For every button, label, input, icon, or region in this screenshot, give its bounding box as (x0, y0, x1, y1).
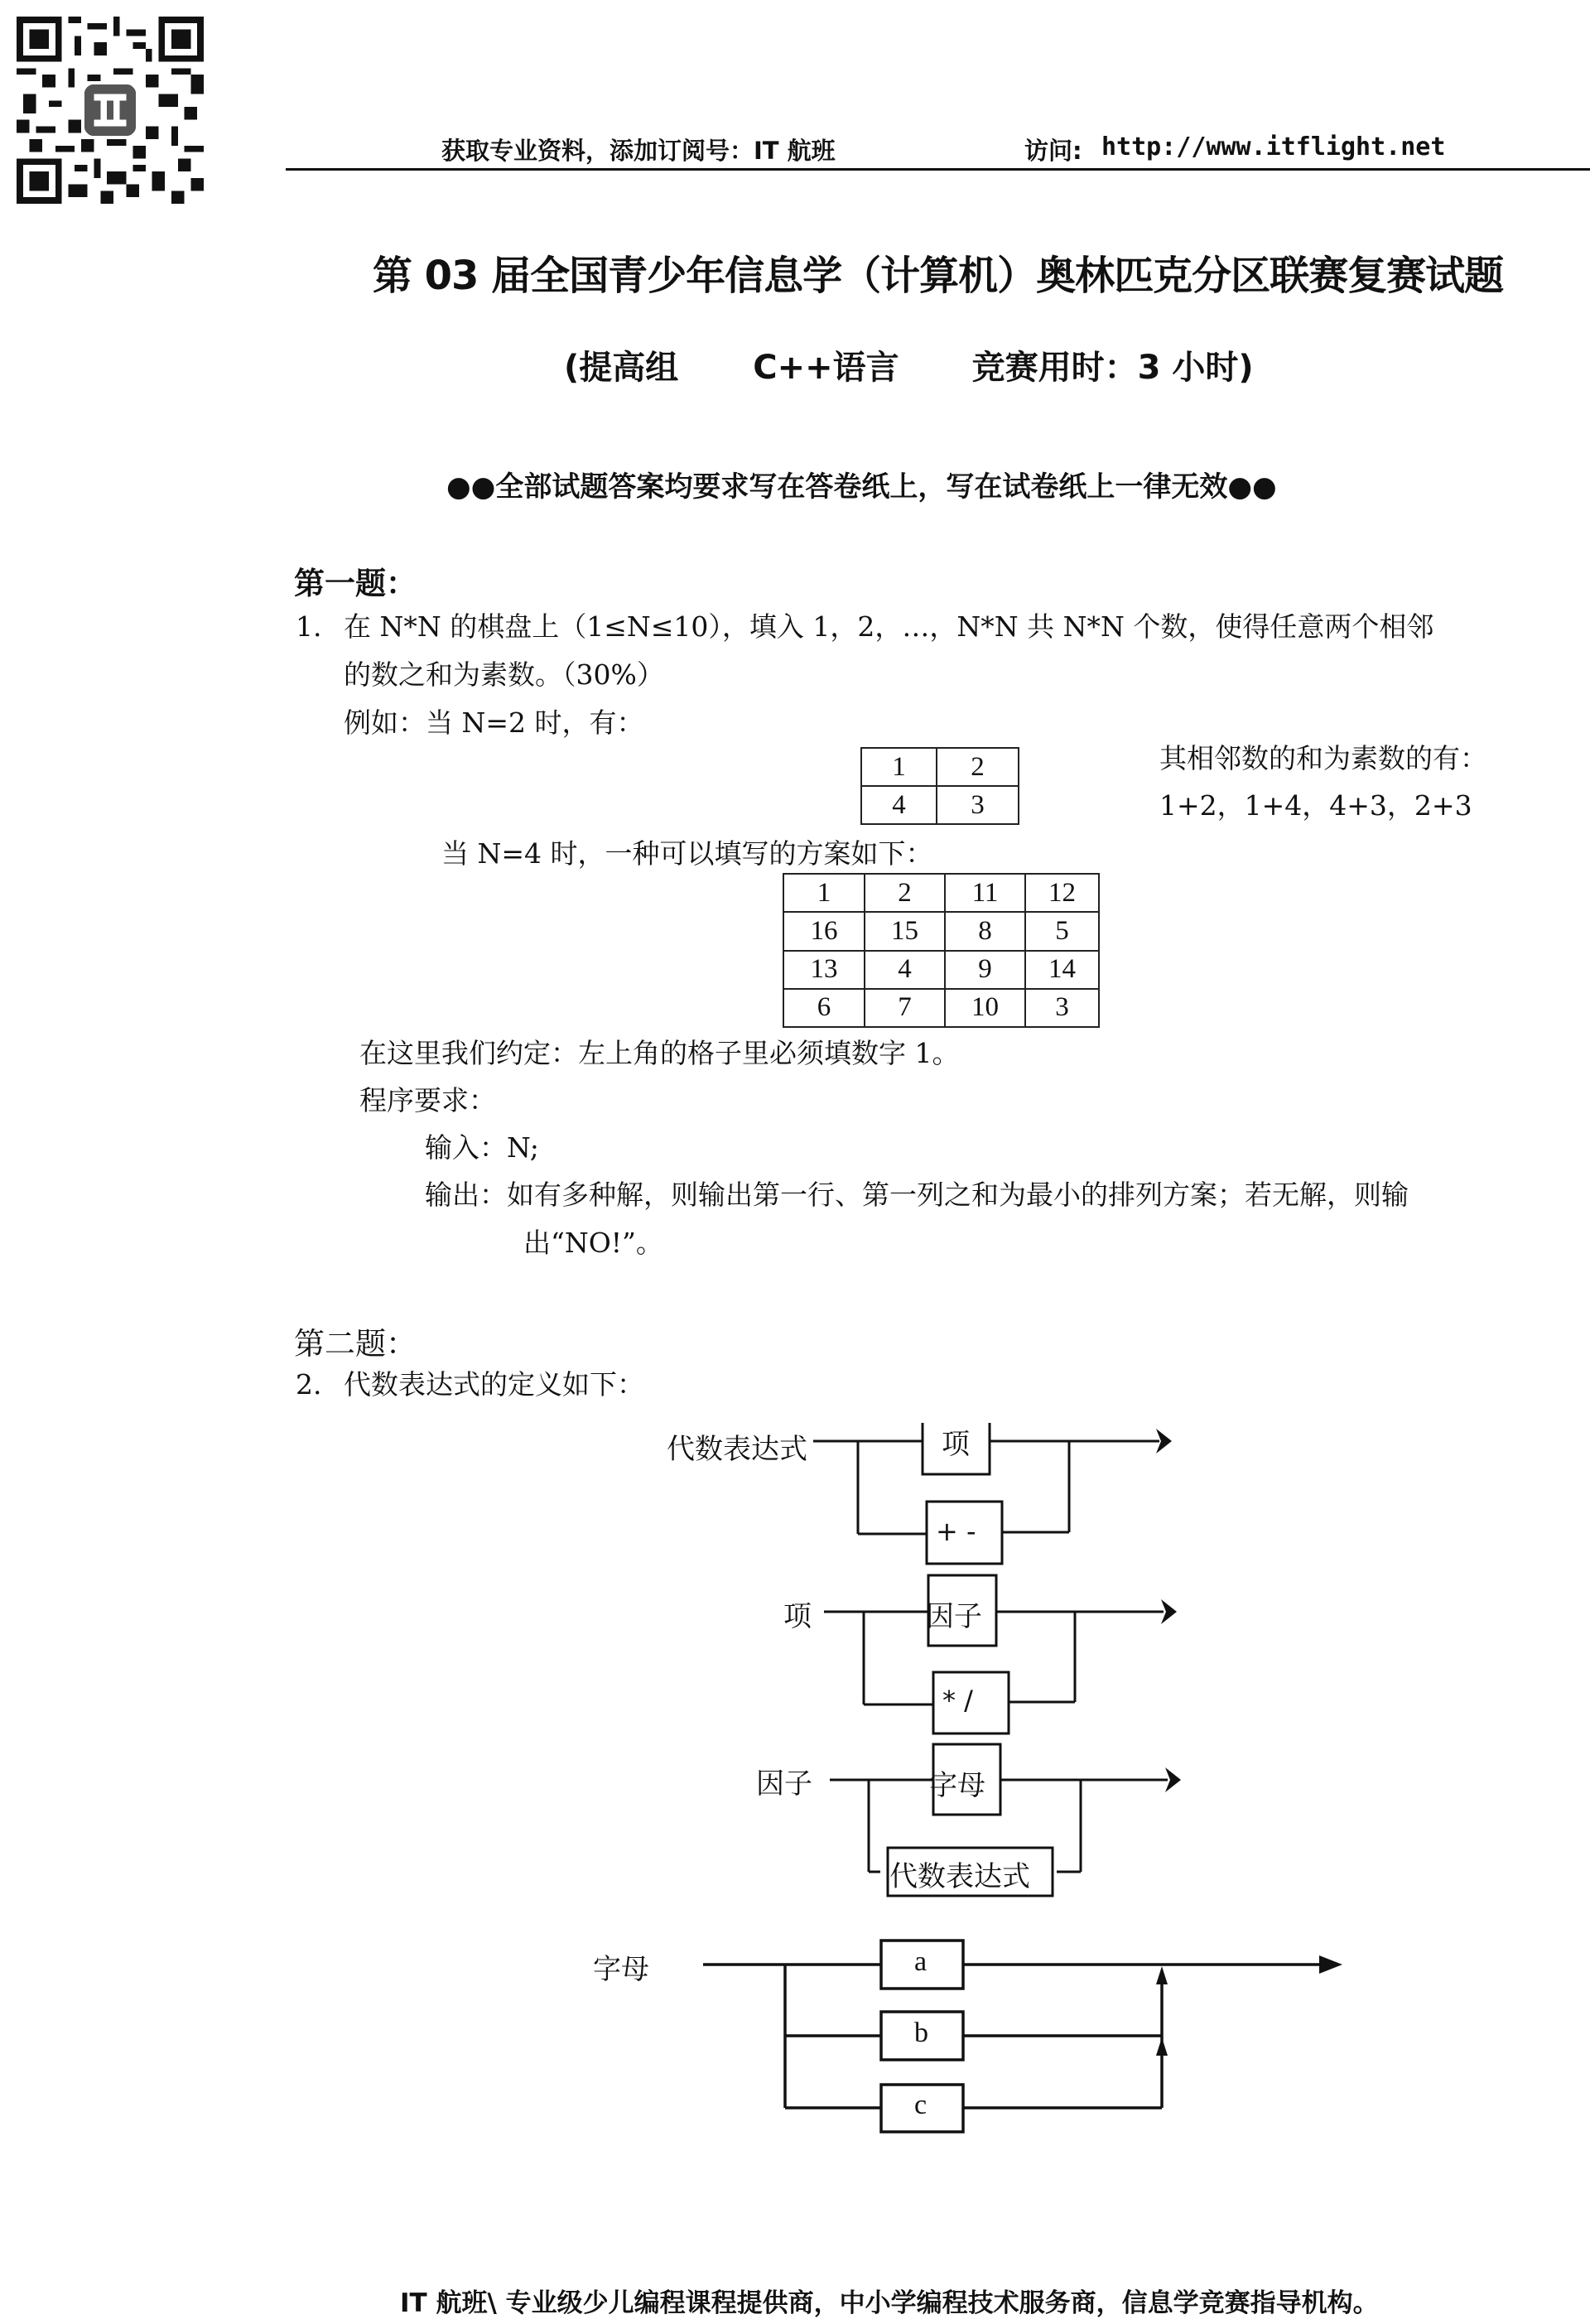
grid-cell: 8 (945, 912, 1025, 950)
visit-label: 访问: (1024, 137, 1082, 165)
grid-cell: 3 (1025, 989, 1099, 1027)
subscribe-text: 获取专业资料，添加订阅号：IT 航班 (441, 137, 836, 165)
problem1-text-line2: 的数之和为素数。（30%） (344, 658, 664, 691)
expression-diagram (813, 1423, 1159, 1564)
subtitle-time: 竞赛用时：3 小时) (971, 349, 1254, 387)
grid-cell: 4 (861, 786, 937, 824)
expression-box-label: 代数表达式 (889, 1860, 1030, 1893)
problem1-number: 1. (296, 610, 322, 643)
subtitle-group: (提高组 (564, 349, 679, 387)
grid-cell: 9 (945, 951, 1025, 989)
grid-cell: 14 (1025, 951, 1099, 989)
factor-box-label: 因子 (926, 1600, 982, 1633)
output-spec-line1: 输出：如有多种解，则输出第一行、第一列之和为最小的排列方案；若无解，则输 (425, 1179, 1409, 1211)
arrow-up-icon (1156, 2037, 1168, 2056)
plus-minus-box-label: + - (936, 1516, 976, 1547)
letter-diagram (703, 1941, 1321, 2132)
term-box-label: 项 (942, 1428, 970, 1461)
arrow-right-icon (1319, 1955, 1342, 1974)
grid-cell: 6 (783, 989, 865, 1027)
visit-url-link[interactable]: http://www.itflight.net (1101, 133, 1446, 162)
page-title: 第 03 届全国青少年信息学（计算机）奥林匹克分区联赛复赛试题 (372, 253, 1504, 299)
mul-div-box-label: * / (942, 1685, 973, 1716)
option-b-label: b (914, 2018, 928, 2048)
grid-cell: 16 (783, 912, 865, 950)
example-intro: 例如：当 N=2 时，有： (344, 706, 644, 739)
grid-cell: 3 (937, 786, 1019, 824)
convention-text: 在这里我们约定：左上角的格子里必须填数字 1。 (359, 1037, 960, 1069)
grid-cell: 10 (945, 989, 1025, 1027)
problem2-number: 2. (296, 1368, 322, 1401)
term-diagram-label: 项 (783, 1600, 812, 1633)
n4-intro: 当 N=4 时，一种可以填写的方案如下： (441, 837, 933, 870)
arrow-up-icon (1156, 1966, 1168, 1984)
output-spec-line2: 出“NO!”。 (523, 1227, 663, 1259)
expression-diagram-label: 代数表达式 (667, 1433, 807, 1466)
requirements-label: 程序要求： (359, 1084, 496, 1116)
problem2-intro: 代数表达式的定义如下： (344, 1368, 644, 1401)
term-diagram (824, 1575, 1164, 1733)
problem2-heading: 第二题： (294, 1326, 417, 1362)
subtitle-language: C++语言 (753, 349, 899, 387)
grid-cell: 7 (865, 989, 945, 1027)
factor-diagram-label: 因子 (756, 1767, 812, 1801)
problem1-heading: 第一题： (294, 566, 417, 601)
grid-cell: 11 (945, 874, 1025, 912)
grid-cell: 12 (1025, 874, 1099, 912)
grid-cell: 1 (861, 748, 937, 786)
problem1-text-line1: 在 N*N 的棋盘上（1≤N≤10），填入 1，2，…，N*N 共 N*N 个数，使得任意两个相邻 (344, 610, 1434, 643)
input-spec: 输入：N; (425, 1131, 539, 1164)
option-a-label: a (914, 1946, 928, 1977)
prime-sums-label: 其相邻数的和为素数的有： (1159, 742, 1487, 774)
grid-cell: 5 (1025, 912, 1099, 950)
grid-cell: 2 (937, 748, 1019, 786)
grid-cell: 15 (865, 912, 945, 950)
option-c-label: c (914, 2090, 928, 2120)
letter-diagram-label: 字母 (593, 1955, 649, 1985)
footer-text: IT 航班\ 专业级少儿编程课程提供商，中小学编程技术服务商，信息学竞赛指导机构。 (400, 2288, 1379, 2318)
answer-sheet-notice: ●●全部试题答案均要求写在答卷纸上，写在试卷纸上一律无效●● (446, 470, 1277, 504)
grid-cell: 2 (865, 874, 945, 912)
grid-cell: 13 (783, 951, 865, 989)
prime-sums: 1+2，1+4，4+3，2+3 (1159, 789, 1472, 822)
grid-cell: 1 (783, 874, 865, 912)
grid-cell: 4 (865, 951, 945, 989)
letter-box-label: 字母 (929, 1769, 985, 1802)
